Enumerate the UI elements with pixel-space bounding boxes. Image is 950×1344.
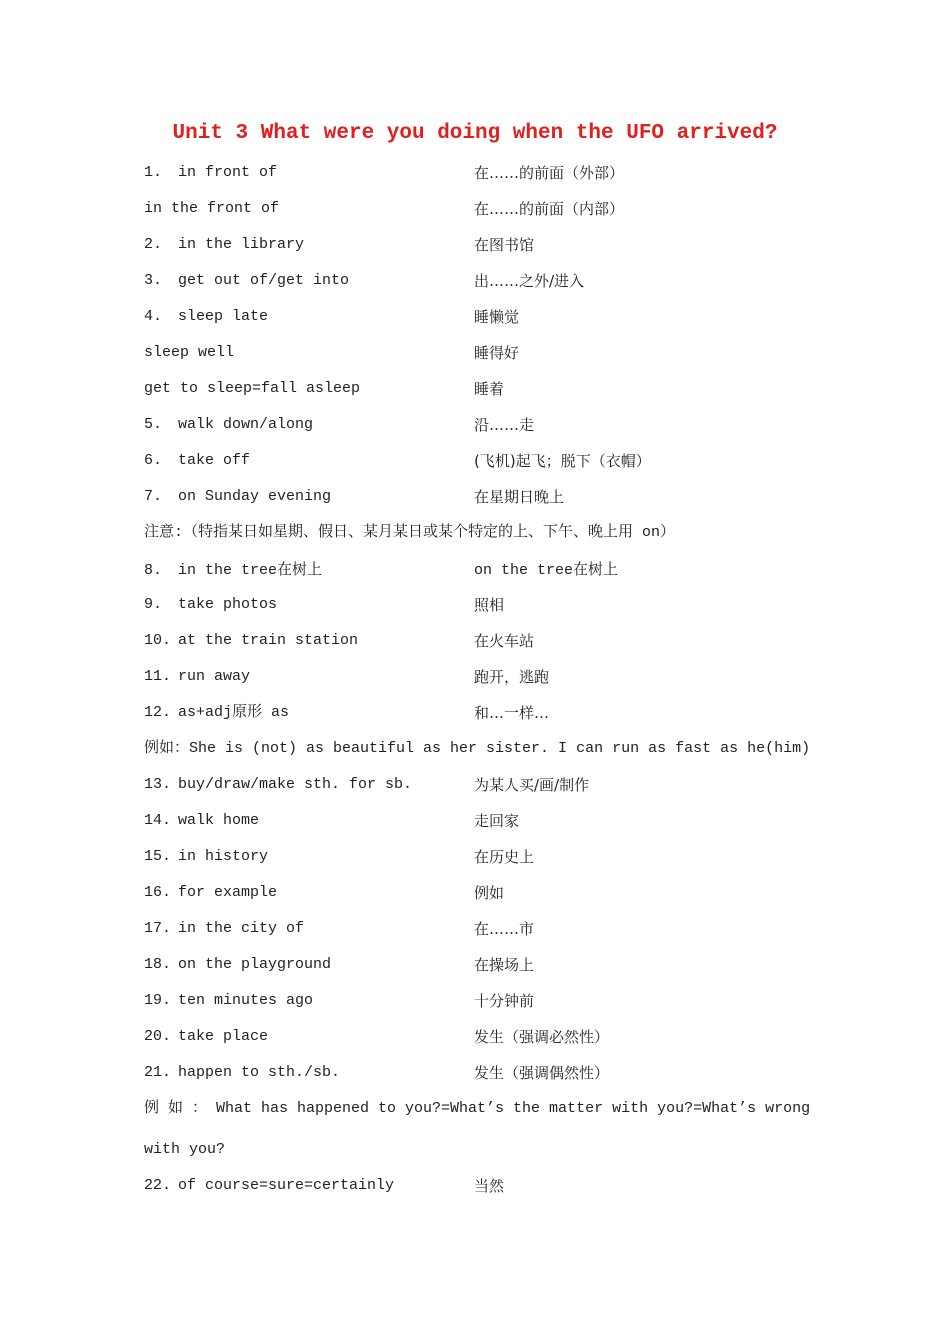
phrase-cn: 跑开，逃跑 <box>474 668 550 686</box>
phrase-cn: 在……的前面（内部） <box>474 200 625 218</box>
phrase-en: on the playground <box>178 956 332 973</box>
list-item <box>144 806 814 842</box>
item-number: 6. <box>144 452 163 469</box>
item-number: 5. <box>144 416 163 433</box>
phrase-cn: 睡得好 <box>474 344 520 362</box>
phrase-en-alt: on the tree <box>474 562 574 579</box>
example-text-line1: 例 如 ： What has happened to you?=What’s the matter with you?=What’s wrong <box>144 1100 811 1117</box>
phrase-cn: 在图书馆 <box>474 236 535 254</box>
item-number: 15. <box>144 848 172 865</box>
phrase-en: walk down/along <box>178 416 314 433</box>
vocabulary-list <box>144 158 814 1207</box>
list-item <box>144 662 814 698</box>
phrase-cn: 在操场上 <box>474 956 535 974</box>
phrase-cn: 出……之外/进入 <box>474 272 585 290</box>
phrase-cn: 在星期日晚上 <box>474 488 565 506</box>
phrase-en: at the train station <box>178 632 359 649</box>
list-item <box>144 1058 814 1094</box>
item-number: 9. <box>144 596 163 613</box>
list-item <box>144 194 814 230</box>
usage-note <box>144 518 814 554</box>
example-sentence <box>144 1094 814 1135</box>
phrase-cn: 发生（强调必然性） <box>474 1028 610 1046</box>
list-item <box>144 626 814 662</box>
phrase-cn: 例如 <box>474 884 505 902</box>
item-number: 18. <box>144 956 172 973</box>
phrase-en: take place <box>178 1028 269 1045</box>
phrase-en: on Sunday evening <box>178 488 332 505</box>
phrase-en: get to sleep=fall asleep <box>144 380 361 397</box>
item-number: 2. <box>144 236 163 253</box>
phrase-cn: 和…一样… <box>474 704 550 722</box>
item-number: 14. <box>144 812 172 829</box>
phrase-en: in history <box>178 848 269 865</box>
item-number: 7. <box>144 488 163 505</box>
phrase-cn: 在树上 <box>277 560 323 578</box>
phrase-en: ten minutes ago <box>178 992 314 1009</box>
phrase-cn: 发生（强调偶然性） <box>474 1064 610 1082</box>
example-text-line2: with you? <box>144 1141 226 1158</box>
phrase-cn: 在历史上 <box>474 848 535 866</box>
phrase-en: in the city of <box>178 920 305 937</box>
phrase-en: as+adj原形 as <box>178 704 290 721</box>
item-number: 12. <box>144 704 172 721</box>
phrase-en: in front of <box>178 164 278 181</box>
list-item <box>144 410 814 446</box>
phrase-cn: (飞机)起飞；脱下（衣帽） <box>474 452 651 470</box>
list-item <box>144 698 814 734</box>
example-sentence-continued <box>144 1135 814 1171</box>
list-item <box>144 446 814 482</box>
phrase-en: take off <box>178 452 251 469</box>
page-title: Unit 3 What were you doing when the UFO arrived? <box>172 122 778 145</box>
list-item <box>144 986 814 1022</box>
phrase-en: buy/draw/make sth. for sb. <box>178 776 413 793</box>
phrase-cn: 沿……走 <box>474 416 535 434</box>
example-sentence <box>144 734 814 770</box>
phrase-cn: 在火车站 <box>474 632 535 650</box>
item-number: 21. <box>144 1064 172 1081</box>
list-item <box>144 914 814 950</box>
phrase-en: take photos <box>178 596 278 613</box>
phrase-cn: 为某人买/画/制作 <box>474 776 590 794</box>
item-number: 19. <box>144 992 172 1009</box>
list-item <box>144 1022 814 1058</box>
item-number: 3. <box>144 272 163 289</box>
list-item <box>144 590 814 626</box>
item-number: 8. <box>144 562 163 579</box>
phrase-en: run away <box>178 668 251 685</box>
phrase-en: walk home <box>178 812 260 829</box>
phrase-en: in the front of <box>144 200 280 217</box>
list-item <box>144 950 814 986</box>
phrase-cn: 睡懒觉 <box>474 308 520 326</box>
list-item <box>144 1171 814 1207</box>
example-text: 例如：She is (not) as beautiful as her sister. I can run as fast as he(him) <box>144 740 811 757</box>
item-number: 11. <box>144 668 172 685</box>
phrase-en: of course=sure=certainly <box>178 1177 395 1194</box>
phrase-en: get out of/get into <box>178 272 350 289</box>
item-number: 17. <box>144 920 172 937</box>
list-item <box>144 770 814 806</box>
list-item <box>144 878 814 914</box>
list-item <box>144 158 814 194</box>
phrase-en: in the library <box>178 236 305 253</box>
phrase-en: in the tree <box>178 562 278 579</box>
item-number: 16. <box>144 884 172 901</box>
phrase-en: for example <box>178 884 278 901</box>
list-item <box>144 302 814 338</box>
phrase-en: sleep late <box>178 308 269 325</box>
item-number: 20. <box>144 1028 172 1045</box>
phrase-cn: 睡着 <box>474 380 505 398</box>
list-item <box>144 482 814 518</box>
phrase-cn-alt: 在树上 <box>573 560 619 578</box>
phrase-en: sleep well <box>144 344 235 361</box>
phrase-cn: 走回家 <box>474 812 520 830</box>
phrase-cn: 当然 <box>474 1177 505 1195</box>
item-number: 10. <box>144 632 172 649</box>
usage-note-text: 注意:（特指某日如星期、假日、某月某日或某个特定的上、下午、晚上用 on） <box>144 524 676 541</box>
list-item <box>144 338 814 374</box>
list-item <box>144 842 814 878</box>
item-number: 13. <box>144 776 172 793</box>
phrase-cn: 照相 <box>474 596 505 614</box>
list-item <box>144 374 814 410</box>
item-number: 4. <box>144 308 163 325</box>
phrase-en: happen to sth./sb. <box>178 1064 341 1081</box>
phrase-cn: 在……的前面（外部） <box>474 164 625 182</box>
phrase-cn: 十分钟前 <box>474 992 535 1010</box>
item-number: 22. <box>144 1177 172 1194</box>
list-item <box>144 266 814 302</box>
item-number: 1. <box>144 164 163 181</box>
list-item <box>144 554 814 590</box>
phrase-cn: 在……市 <box>474 920 535 938</box>
list-item <box>144 230 814 266</box>
